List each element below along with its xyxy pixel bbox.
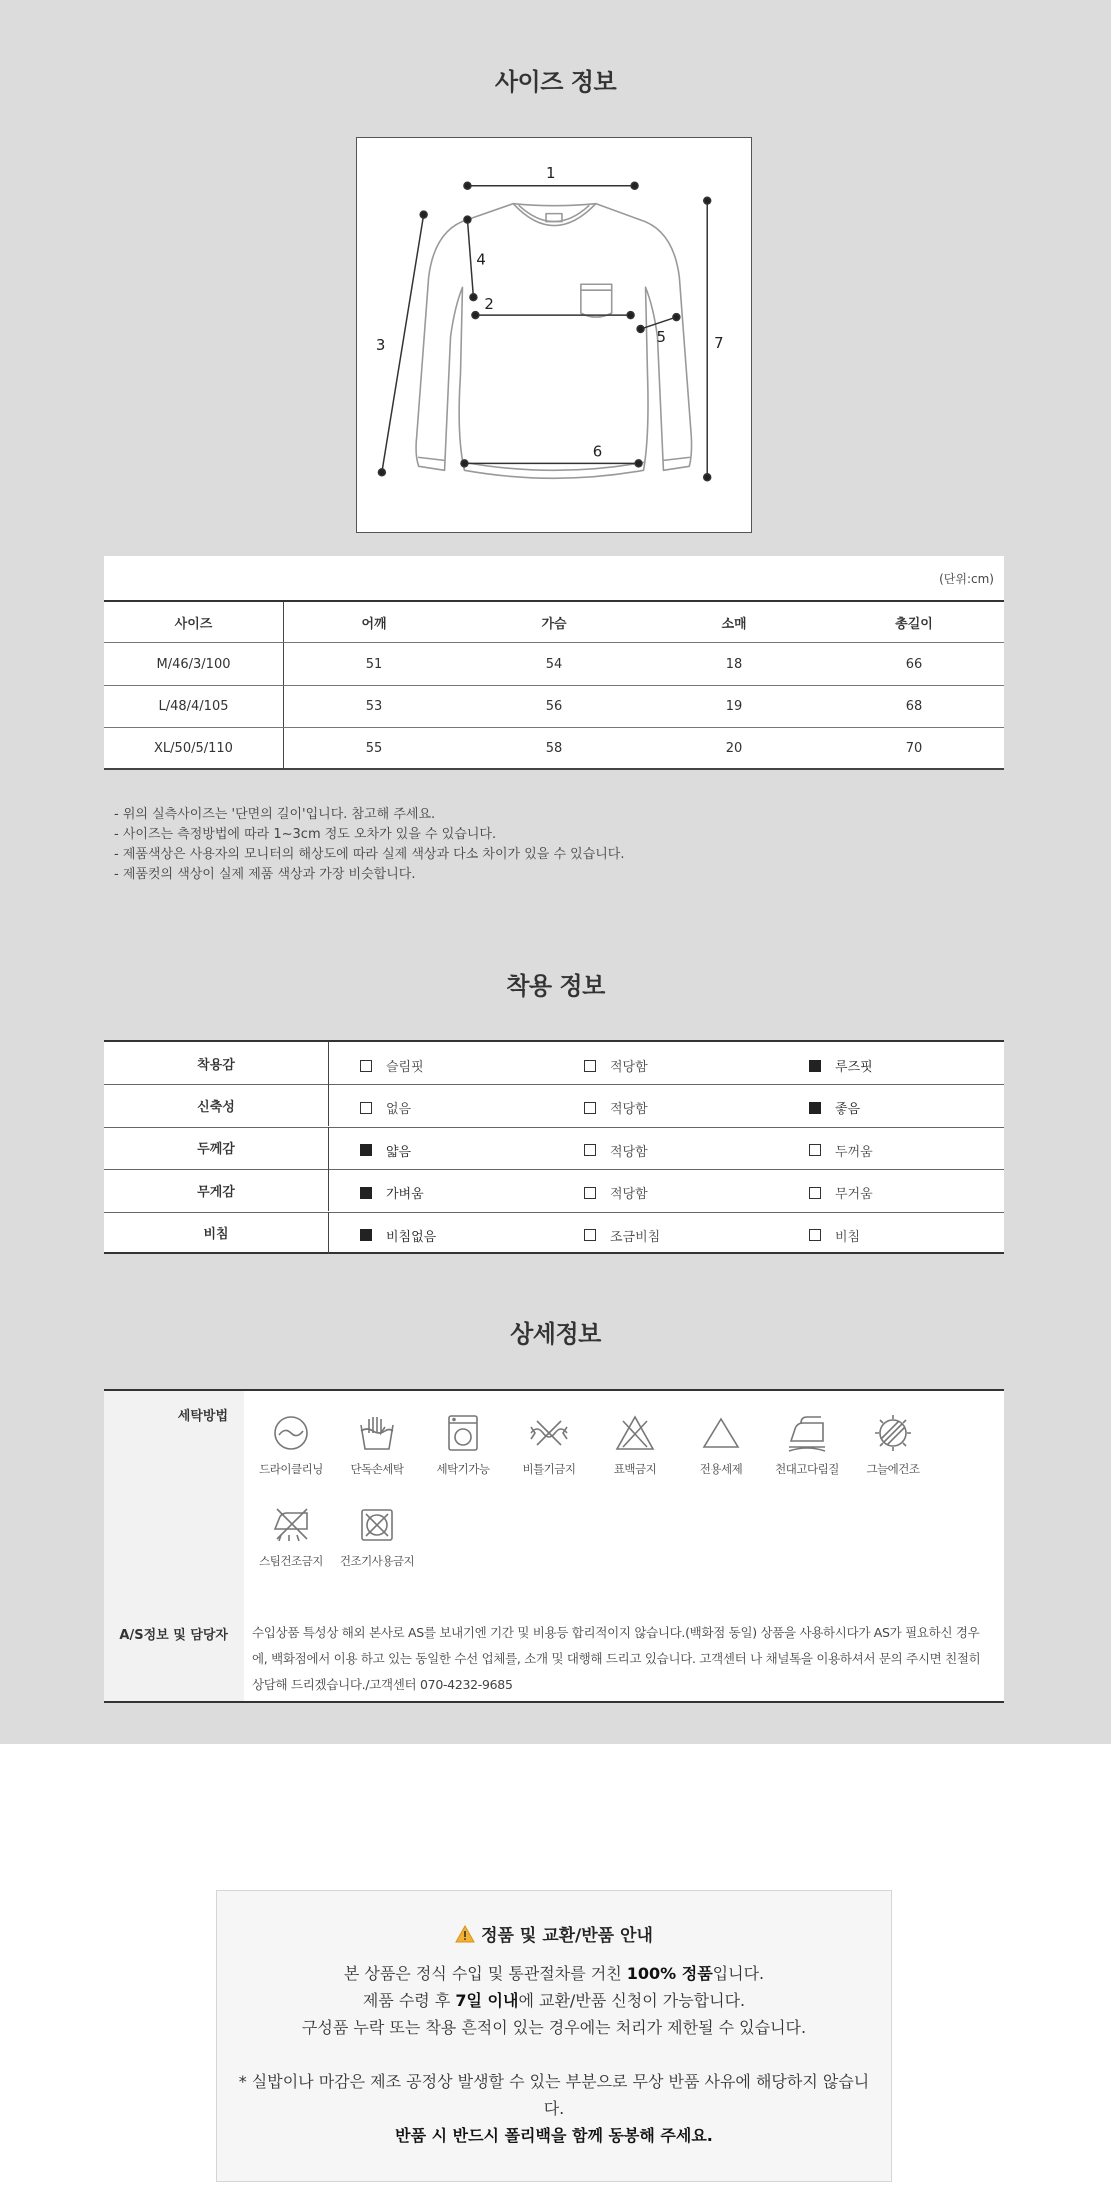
table-cell: 20 xyxy=(725,740,743,756)
fit-row-label: 무게감 xyxy=(104,1169,329,1211)
notice-title xyxy=(217,1921,891,1946)
note-line: - 제품색상은 사용자의 모니터의 해상도에 따라 실제 색상과 다소 차이가 있을 수 있습니다. xyxy=(114,847,625,862)
care-item-shade-dry xyxy=(848,1411,938,1477)
fit-option xyxy=(809,1098,860,1117)
table-cell: 19 xyxy=(725,699,743,714)
checked-box-icon xyxy=(809,1060,821,1072)
warning-icon xyxy=(455,1925,475,1943)
table-cell: 51 xyxy=(365,656,383,672)
as-info-text: 수입상품 특성상 해외 본사로 AS를 보내기엔 기간 및 비용등 합리적이지 않습니다.(백화점 동일) 상품을 사용하시다가 AS가 필요하신 경우에, 백화점에서 이용 하고 있는 동일한 수선 업체를, 소개 및 대행해 드리고 있습니다. 고객센터 나 채널톡을 이용하셔서 문의 주시면 친절히 상담해 드리겠습니다./고객센터 070-4232-9685 xyxy=(252,1625,981,1692)
diagram-label-4: 4 xyxy=(476,250,486,269)
care-item-dry-clean xyxy=(246,1411,336,1477)
care-caption: 세탁기가능 xyxy=(436,1462,490,1476)
checked-box-icon xyxy=(360,1187,372,1199)
fit-option-label: 적당함 xyxy=(610,1187,648,1203)
size-info-title: 사이즈 정보 xyxy=(494,68,617,96)
fit-option-label: 가벼움 xyxy=(386,1187,424,1203)
table-cell: 68 xyxy=(905,699,923,714)
machine-wash-icon xyxy=(441,1411,485,1455)
fit-option xyxy=(584,1098,648,1117)
notice-emphasis: 100% 정품 xyxy=(626,1964,713,1983)
no-bleach-icon xyxy=(613,1411,657,1455)
table-cell: 56 xyxy=(545,699,563,714)
fit-option xyxy=(809,1141,873,1160)
care-caption: 천대고다림질 xyxy=(775,1462,839,1476)
fit-option xyxy=(584,1141,648,1160)
fit-option xyxy=(360,1098,411,1117)
fit-option-label: 루즈핏 xyxy=(835,1060,873,1075)
size-notes xyxy=(114,805,625,885)
care-item-special-detergent xyxy=(676,1411,766,1477)
checked-box-icon xyxy=(360,1144,372,1156)
care-caption: 비틀기금지 xyxy=(522,1462,576,1476)
diagram-label-3: 3 xyxy=(375,335,386,354)
care-caption: 드라이클리닝 xyxy=(259,1462,323,1476)
fit-option xyxy=(360,1056,424,1075)
fit-option-label: 비침 xyxy=(835,1229,861,1245)
fit-row-label: 두께감 xyxy=(104,1127,329,1169)
fit-option-label: 적당함 xyxy=(610,1060,648,1075)
fit-option-label: 없음 xyxy=(386,1102,412,1118)
notice-line: 구성품 누락 또는 착용 흔적이 있는 경우에는 처리가 제한될 수 있습니다. xyxy=(301,2018,807,2037)
fit-row xyxy=(104,1084,1004,1126)
table-cell: 53 xyxy=(365,699,383,714)
unchecked-box-icon xyxy=(809,1144,821,1156)
notice-title-text: 정품 및 교환/반품 안내 xyxy=(481,1926,653,1946)
notice-box xyxy=(216,1890,892,2182)
unchecked-box-icon xyxy=(360,1102,372,1114)
checked-box-icon xyxy=(809,1102,821,1114)
fit-option-label: 적당함 xyxy=(610,1102,648,1118)
care-item-machine-wash xyxy=(418,1411,508,1477)
table-cell: 66 xyxy=(905,656,923,672)
unchecked-box-icon xyxy=(809,1187,821,1199)
detail-table xyxy=(104,1389,1004,1703)
table-header-row xyxy=(104,602,1004,642)
fit-option-label: 조금비침 xyxy=(610,1229,661,1245)
unchecked-box-icon xyxy=(360,1060,372,1072)
note-line: - 위의 실측사이즈는 '단면의 길이'입니다. 참고해 주세요. xyxy=(114,807,436,822)
diagram-label-7: 7 xyxy=(714,333,724,352)
diagram-label-1: 1 xyxy=(546,163,556,182)
unchecked-box-icon xyxy=(584,1102,596,1114)
fit-option xyxy=(360,1141,411,1160)
fit-option xyxy=(360,1183,424,1202)
notice-line: 반품 시 반드시 폴리백을 함께 동봉해 주세요. xyxy=(395,2126,713,2145)
care-item-no-tumble-dry xyxy=(332,1503,422,1569)
fit-info-title: 착용 정보 xyxy=(506,972,605,1000)
header-size: 사이즈 xyxy=(104,602,284,642)
special-detergent-icon xyxy=(699,1411,743,1455)
fit-row-label: 착용감 xyxy=(104,1042,329,1084)
as-info-label: A/S정보 및 담당자 xyxy=(119,1628,228,1643)
unchecked-box-icon xyxy=(809,1229,821,1241)
checked-box-icon xyxy=(360,1229,372,1241)
care-caption: 건조기사용금지 xyxy=(339,1554,415,1568)
unchecked-box-icon xyxy=(584,1187,596,1199)
detail-label-column xyxy=(104,1391,244,1701)
no-steam-dry-icon xyxy=(269,1503,313,1547)
fit-option-label: 좋음 xyxy=(835,1102,861,1118)
diagram-label-5: 5 xyxy=(656,327,666,346)
wash-method-label: 세탁방법 xyxy=(177,1409,228,1424)
care-caption: 단독손세탁 xyxy=(350,1462,404,1476)
no-wring-icon xyxy=(527,1411,571,1455)
fit-option xyxy=(584,1226,660,1245)
table-row xyxy=(104,728,1004,768)
care-caption: 표백금지 xyxy=(613,1462,657,1476)
header-sleeve: 소매 xyxy=(721,616,747,632)
notice-text: 본 상품은 정식 수입 및 통관절차를 거친 xyxy=(343,1964,627,1983)
notice-line xyxy=(217,1960,891,1987)
care-caption: 전용세제 xyxy=(699,1462,743,1476)
care-item-no-bleach xyxy=(590,1411,680,1477)
fit-row-label: 비침 xyxy=(104,1212,329,1254)
notice-emphasis: 7일 이내 xyxy=(455,1991,519,2010)
table-cell: M/46/3/100 xyxy=(104,643,284,685)
header-shoulder: 어깨 xyxy=(361,616,387,632)
header-length: 총길이 xyxy=(895,616,933,632)
notice-text: 제품 수령 후 xyxy=(362,1991,456,2010)
fit-option xyxy=(809,1056,873,1075)
notice-text: 에 교환/반품 신청이 가능합니다. xyxy=(518,1991,746,2010)
fit-row-label: 신축성 xyxy=(104,1084,329,1126)
note-line: - 사이즈는 측정방법에 따라 1~3cm 정도 오차가 있을 수 있습니다. xyxy=(114,827,497,842)
unchecked-box-icon xyxy=(584,1060,596,1072)
dry-clean-icon xyxy=(269,1411,313,1455)
detail-info-title: 상세정보 xyxy=(510,1320,601,1348)
care-item-hand-wash xyxy=(332,1411,422,1477)
fit-option-label: 적당함 xyxy=(610,1144,648,1160)
fit-option-label: 무거움 xyxy=(835,1187,873,1203)
shade-dry-icon xyxy=(871,1411,915,1455)
care-item-no-wring xyxy=(504,1411,594,1477)
care-caption: 스팀건조금지 xyxy=(259,1554,323,1568)
table-cell: 18 xyxy=(725,656,743,672)
table-cell: 58 xyxy=(545,740,563,756)
table-cell: 55 xyxy=(365,740,383,756)
notice-text: 입니다. xyxy=(712,1964,765,1983)
fit-option-label: 두꺼움 xyxy=(835,1144,873,1160)
notice-line xyxy=(217,1987,891,2014)
table-cell: L/48/4/105 xyxy=(104,686,284,727)
table-cell: XL/50/5/110 xyxy=(104,728,284,768)
table-cell: 70 xyxy=(905,740,923,756)
fit-option xyxy=(584,1183,648,1202)
iron-cloth-icon xyxy=(785,1411,829,1455)
table-row xyxy=(104,686,1004,727)
fit-option-label: 슬림핏 xyxy=(386,1060,424,1075)
fit-option-label: 얇음 xyxy=(386,1144,412,1160)
no-tumble-dry-icon xyxy=(355,1503,399,1547)
care-item-no-steam-dry xyxy=(246,1503,336,1569)
fit-option xyxy=(809,1183,873,1202)
unit-label: (단위:cm) xyxy=(939,572,994,586)
note-line: - 제품컷의 색상이 실제 제품 색상과 가장 비슷합니다. xyxy=(114,867,416,882)
table-cell: 54 xyxy=(545,656,563,672)
table-row xyxy=(104,643,1004,685)
diagram-label-6: 6 xyxy=(592,442,603,461)
unchecked-box-icon xyxy=(584,1229,596,1241)
diagram-label-2: 2 xyxy=(484,295,494,314)
unchecked-box-icon xyxy=(584,1144,596,1156)
fit-option xyxy=(360,1226,436,1245)
size-table xyxy=(104,556,1004,770)
fit-option-label: 비침없음 xyxy=(386,1229,437,1245)
fit-table xyxy=(104,1040,1004,1254)
size-diagram xyxy=(356,137,752,533)
fit-option xyxy=(809,1226,860,1245)
notice-line: 다. xyxy=(543,2099,565,2118)
fit-option xyxy=(584,1056,648,1075)
care-item-iron-cloth xyxy=(762,1411,852,1477)
header-chest: 가슴 xyxy=(541,616,567,632)
notice-line: * 실밥이나 마감은 제조 공정상 발생할 수 있는 부분으로 무상 반품 사유에 해당하지 않습니 xyxy=(238,2072,870,2091)
tshirt-measurement-icon xyxy=(357,138,751,532)
care-caption: 그늘에건조 xyxy=(866,1462,920,1476)
hand-wash-icon xyxy=(355,1411,399,1455)
fit-row xyxy=(104,1212,1004,1254)
